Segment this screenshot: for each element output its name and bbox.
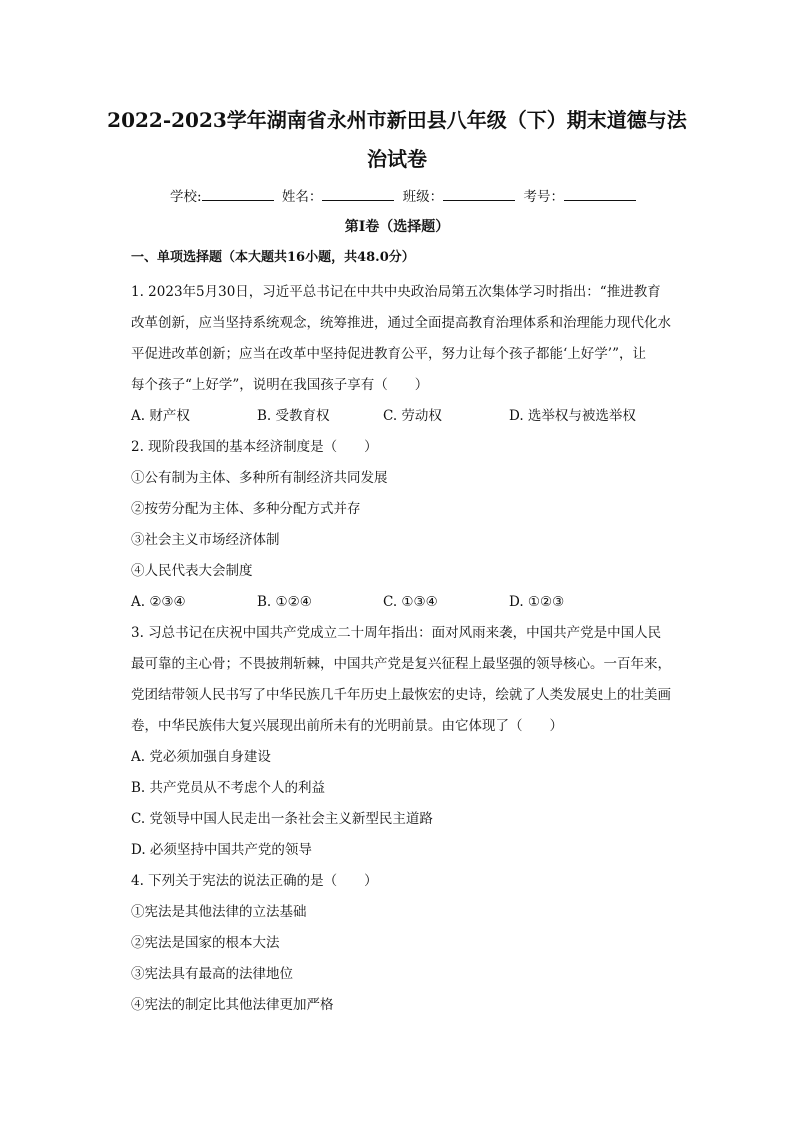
exam-number-blank	[564, 188, 636, 201]
question-4-item: ①宪法是其他法律的立法基础	[131, 904, 307, 920]
school-blank	[202, 188, 274, 201]
question-4-item: ②宪法是国家的根本大法	[131, 935, 280, 951]
class-label: 班级：	[402, 189, 444, 205]
name-blank	[322, 188, 394, 201]
question-1-options	[131, 401, 671, 432]
questions-body	[131, 277, 671, 1021]
question-2-item: ③社会主义市场经济体制	[131, 532, 280, 548]
question-1-line: 1. 2023年5月30日，习近平总书记在中共中央政治局第五次集体学习时指出：“推进教育	[131, 284, 661, 300]
question-2-item: ①公有制为主体、多种所有制经济共同发展	[131, 470, 388, 486]
question-2-item: ④人民代表大会制度	[131, 563, 253, 579]
question-2-option-a: A. ②③④	[131, 594, 186, 610]
school-label: 学校:	[170, 189, 202, 205]
question-2-option-d: D. ①②③	[509, 594, 565, 610]
exam-title-line-2: 治试卷	[367, 147, 427, 171]
question-3-option-c: C. 党领导中国人民走出一条社会主义新型民主道路	[131, 811, 433, 827]
question-2-stem: 2. 现阶段我国的基本经济制度是（ ）	[131, 439, 378, 455]
name-label: 姓名：	[281, 189, 323, 205]
question-2-option-b: B. ①②④	[257, 594, 312, 610]
question-3-line: 党团结带领人民书写了中华民族几千年历史上最恢宏的史诗，绘就了人类发展史上的壮美画	[131, 687, 671, 703]
question-3-line: 最可靠的主心骨；不畏披荆斩棘，中国共产党是复兴征程上最坚强的领导核心。一百年来，	[131, 656, 671, 672]
question-1-line: 平促进改革创新；应当在改革中坚持促进教育公平，努力让每个孩子都能‘上好学’”，让	[131, 346, 646, 362]
question-4-stem: 4. 下列关于宪法的说法正确的是（ ）	[131, 873, 378, 889]
question-3-line: 卷，中华民族伟大复兴展现出前所未有的光明前景。由它体现了（ ）	[131, 718, 563, 734]
question-1-option-b: B. 受教育权	[257, 408, 330, 424]
student-info-row	[170, 188, 690, 206]
question-2-option-c: C. ①③④	[383, 594, 438, 610]
question-1-line: 改革创新，应当坚持系统观念，统筹推进，通过全面提高教育治理体系和治理能力现代化水	[131, 315, 671, 331]
question-2-item: ②按劳分配为主体、多种分配方式并存	[131, 501, 361, 517]
question-1-option-c: C. 劳动权	[383, 408, 442, 424]
question-1-option-a: A. 财产权	[131, 408, 190, 424]
exam-number-label: 考号：	[523, 189, 564, 205]
question-3-option-d: D. 必须坚持中国共产党的领导	[131, 842, 312, 858]
question-3-option-b: B. 共产党员从不考虑个人的利益	[131, 780, 326, 796]
question-4-item: ④宪法的制定比其他法律更加严格	[131, 997, 334, 1013]
question-4-item: ③宪法具有最高的法律地位	[131, 966, 293, 982]
exam-title-line-1: 2022-2023学年湖南省永州市新田县八年级（下）期末道德与法	[107, 108, 687, 132]
part-heading: 一、单项选择题（本大题共16小题，共48.0分）	[131, 250, 415, 265]
question-2-options	[131, 587, 671, 618]
question-3-option-a: A. 党必须加强自身建设	[131, 749, 271, 765]
question-3-line: 3. 习总书记在庆祝中国共产党成立二十周年指出：面对风雨来袭，中国共产党是中国人民	[131, 625, 662, 641]
question-1-option-d: D. 选举权与被选举权	[509, 408, 636, 424]
section-heading: 第Ⅰ卷（选择题）	[344, 219, 450, 235]
class-blank	[443, 188, 515, 201]
question-1-line: 每个孩子“上好学”，说明在我国孩子享有（ ）	[131, 377, 429, 393]
